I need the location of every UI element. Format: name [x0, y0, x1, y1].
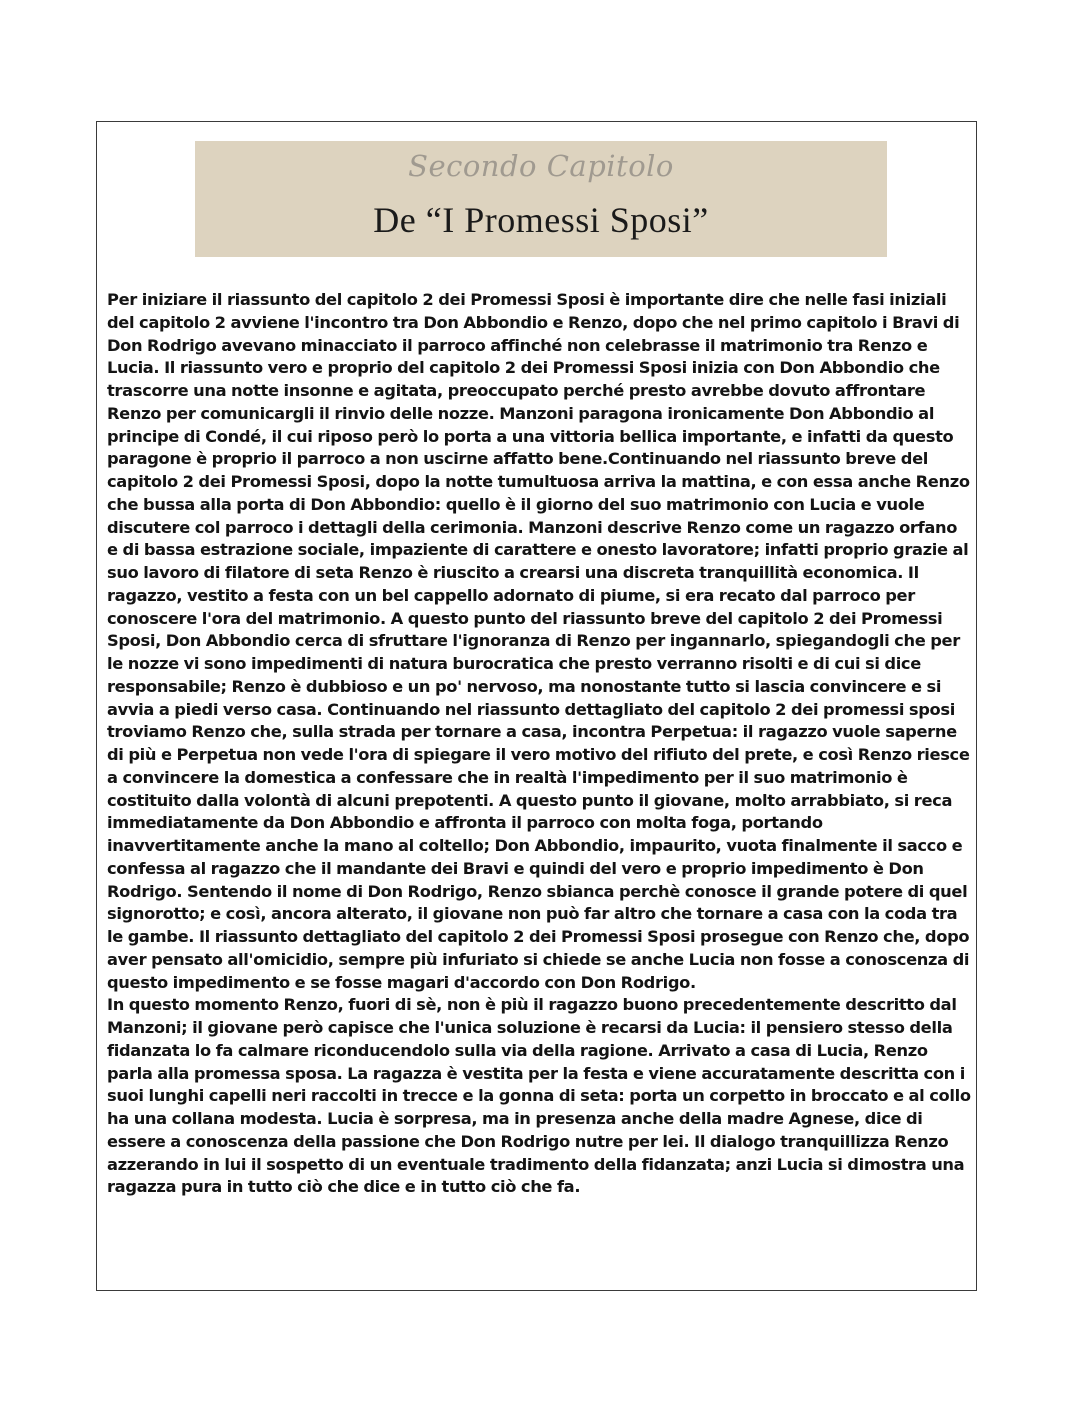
- paragraph-2: In questo momento Renzo, fuori di sè, non è più il ragazzo buono precedentemente descritto dal Manzoni; il giovane però capisce che l'unica soluzione è recarsi da Lucia: il pensiero stesso della fidanzata lo fa calmare riconducendolo sulla via della ragione. Arrivato a casa di Lucia, Renzo parla alla promessa sposa. La ragazza è vestita per la festa e viene accuratamente descritta con i suoi lunghi capelli neri raccolti in trecce e la gonna di seta: porta un corpetto in broccato e al collo ha una collana modesta. Lucia è sorpresa, ma in presenza anche della madre Agnese, dice di essere a conoscenza della passione che Don Rodrigo nutre per lei. Il dialogo tranquillizza Renzo azzerando in lui il sospetto di un eventuale tradimento della fidanzata; anzi Lucia si dimostra una ragazza pura in tutto ciò che dice e in tutto ciò che fa.: [107, 995, 971, 1197]
- title-banner: [195, 141, 887, 257]
- summary-text: [107, 289, 971, 1199]
- paragraph-1: Per iniziare il riassunto del capitolo 2 dei Promessi Sposi è importante dire che nelle fasi iniziali del capitolo 2 avviene l'incontro tra Don Abbondio e Renzo, dopo che nel primo capitolo i Bravi di Don Rodrigo avevano minacciato il parroco affinché non celebrasse il matrimonio tra Renzo e Lucia. Il riassunto vero e proprio del capitolo 2 dei Promessi Sposi inizia con Don Abbondio che trascorre una notte insonne e agitata, preoccupato perché presto avrebbe dovuto affrontare Renzo per comunicargli il rinvio delle nozze. Manzoni paragona ironicamente Don Abbondio al principe di Condé, il cui riposo però lo porta a una vittoria bellica importante, e infatti da questo paragone è proprio il parroco a non uscirne affatto bene.Continuando nel riassunto breve del capitolo 2 dei Promessi Sposi, dopo la notte tumultuosa arriva la mattina, e con essa anche Renzo che bussa alla porta di Don Abbondio: quello è il giorno del suo matrimonio con Lucia e vuole discutere col parroco i dettagli della cerimonia. Manzoni descrive Renzo come un ragazzo orfano e di bassa estrazione sociale, impaziente di carattere e onesto lavoratore; infatti proprio grazie al suo lavoro di filatore di seta Renzo è riuscito a crearsi una discreta tranquillità economica. Il ragazzo, vestito a festa con un bel cappello adornato di piume, si era recato dal parroco per conoscere l'ora del matrimonio. A questo punto del riassunto breve del capitolo 2 dei Promessi Sposi, Don Abbondio cerca di sfruttare l'ignoranza di Renzo per ingannarlo, spiegandogli che per le nozze vi sono impedimenti di natura burocratica che presto verranno risolti e di cui si dice responsabile; Renzo è dubbioso e un po' nervoso, ma nonostante tutto si lascia convincere e si avvia a piedi verso casa. Continuando nel riassunto dettagliato del capitolo 2 dei promessi sposi troviamo Renzo che, sulla strada per tornare a casa, incontra Perpetua: il ragazzo vuole saperne di più e Perpetua non vede l'ora di spiegare il vero motivo del rifiuto del prete, e così Renzo riesce a convincere la domestica a confessare che in realtà l'impedimento per il suo matrimonio è costituito dalla volontà di alcuni prepotenti. A questo punto il giovane, molto arrabbiato, si reca immediatamente da Don Abbondio e affronta il parroco con molta foga, portando inavvertitamente anche la mano al coltello; Don Abbondio, impaurito, vuota finalmente il sacco e confessa al ragazzo che il mandante dei Bravi e quindi del vero e proprio impedimento è Don Rodrigo. Sentendo il nome di Don Rodrigo, Renzo sbianca perchè conosce il grande potere di quel signorotto; e così, ancora alterato, il giovane non può far altro che tornare a casa con la coda tra le gambe. Il riassunto dettagliato del capitolo 2 dei Promessi Sposi prosegue con Renzo che, dopo aver pensato all'omicidio, sempre più infuriato si chiede se anche Lucia non fosse a conoscenza di questo impedimento e se fosse magari d'accordo con Don Rodrigo.: [107, 290, 970, 992]
- chapter-subtitle: Secondo Capitolo: [408, 149, 674, 183]
- book-title: De “I Promessi Sposi”: [373, 200, 709, 240]
- page-frame: [96, 121, 977, 1291]
